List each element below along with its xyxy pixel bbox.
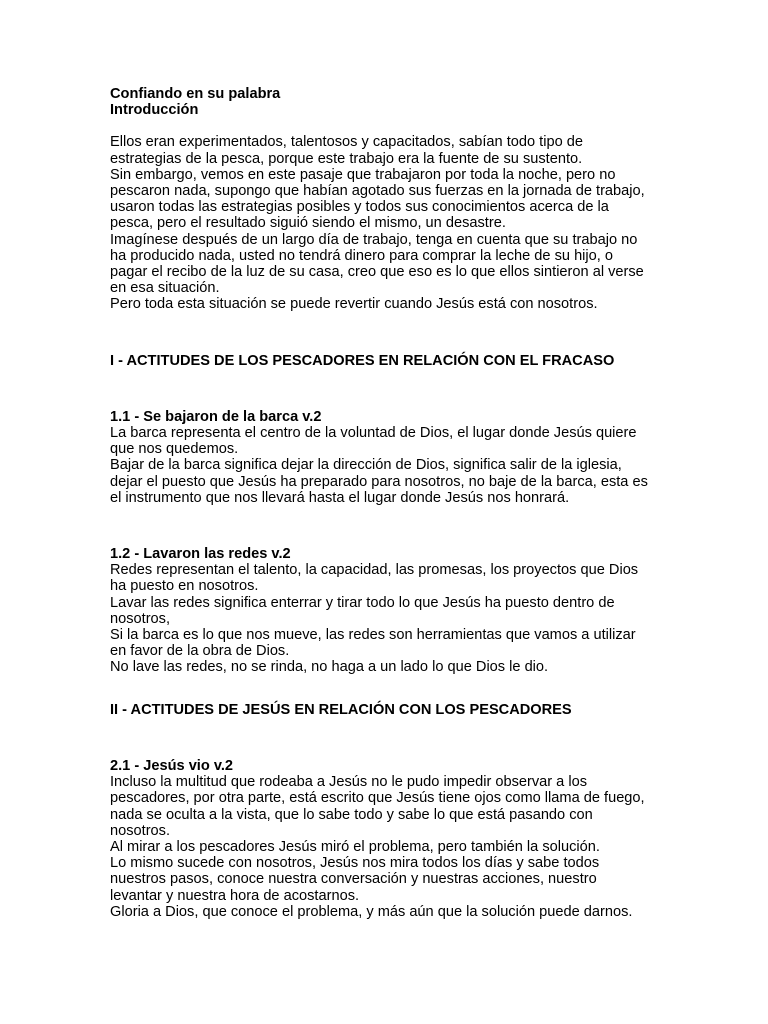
intro-line: Imagínese después de un largo día de trabajo, tenga en cuenta que su trabajo no [110, 231, 638, 248]
section-heading: II - ACTITUDES DE JESÚS EN RELACIÓN CON LOS PESCADORES [110, 701, 572, 718]
spacer [110, 313, 670, 353]
intro-line: pagar el recibo de la luz de su casa, creo que eso es lo que ellos sintieron al verse [110, 264, 644, 281]
spacer [110, 718, 670, 758]
paragraph-line: pescadores, por otra parte, está escrito que Jesús tiene ojos como llama de fuego, [110, 790, 645, 807]
paragraph-line: La barca representa el centro de la voluntad de Dios, el lugar donde Jesús quiere [110, 425, 637, 442]
paragraph-line: nosotros. [110, 822, 171, 839]
paragraph-line: nosotros, [110, 610, 171, 627]
paragraph-line: Lo mismo sucede con nosotros, Jesús nos mira todos los días y sabe todos [110, 855, 600, 872]
spacer [110, 118, 670, 134]
document-title: Confiando en su palabra [110, 86, 281, 102]
spacer [110, 369, 670, 409]
subsection-heading: 2.1 - Jesús vio v.2 [110, 757, 234, 774]
paragraph-line: el instrumento que nos llevará hasta el lugar donde Jesús nos honrará. [110, 489, 570, 506]
intro-line: Sin embargo, vemos en este pasaje que trabajaron por toda la noche, pero no [110, 166, 616, 183]
spacer [110, 676, 670, 702]
paragraph-line: que nos quedemos. [110, 441, 239, 458]
paragraph-line: Si la barca es lo que nos mueve, las redes son herramientas que vamos a utilizar [110, 627, 636, 644]
subsection-heading: 1.2 - Lavaron las redes v.2 [110, 546, 291, 563]
intro-line: estrategias de la pesca, porque este trabajo era la fuente de su sustento. [110, 150, 583, 167]
paragraph-line: levantar y nuestra hora de acostarnos. [110, 887, 360, 904]
paragraph-line: Al mirar a los pescadores Jesús miró el problema, pero también la solución. [110, 838, 600, 855]
paragraph-line: en favor de la obra de Dios. [110, 643, 290, 660]
intro-line: usaron todas las estrategias posibles y todos sus conocimientos acerca de la [110, 199, 609, 216]
paragraph-line: nada se oculta a la vista, que lo sabe todo y sabe lo que está pasando con [110, 806, 593, 823]
intro-line: Pero toda esta situación se puede revertir cuando Jesús está con nosotros. [110, 296, 598, 313]
subsection-heading: 1.1 - Se bajaron de la barca v.2 [110, 408, 322, 425]
paragraph-line: dejar el puesto que Jesús ha preparado para nosotros, no baje de la barca, esta es [110, 473, 648, 490]
paragraph-line: No lave las redes, no se rinda, no haga a un lado lo que Dios le dio. [110, 659, 549, 676]
paragraph-line: Redes representan el talento, la capacidad, las promesas, los proyectos que Dios [110, 562, 639, 579]
intro-line: Ellos eran experimentados, talentosos y capacitados, sabían todo tipo de [110, 134, 583, 151]
section-heading: I - ACTITUDES DE LOS PESCADORES EN RELACIÓN CON EL FRACASO [110, 352, 615, 369]
subsection-paragraph [110, 774, 670, 920]
subsection-paragraph [110, 562, 670, 675]
intro-paragraph [110, 134, 670, 312]
document-page [110, 86, 670, 920]
intro-line: en esa situación. [110, 280, 220, 297]
paragraph-line: Lavar las redes significa enterrar y tirar todo lo que Jesús ha puesto dentro de [110, 594, 615, 611]
intro-line: pescaron nada, supongo que habían agotado sus fuerzas en la jornada de trabajo, [110, 183, 645, 200]
paragraph-line: Bajar de la barca significa dejar la dirección de Dios, significa salir de la iglesia, [110, 457, 622, 474]
paragraph-line: Incluso la multitud que rodeaba a Jesús no le pudo impedir observar a los [110, 774, 588, 791]
subsection-paragraph [110, 425, 670, 506]
intro-heading: Introducción [110, 102, 199, 119]
spacer [110, 506, 670, 546]
paragraph-line: Gloria a Dios, que conoce el problema, y más aún que la solución puede darnos. [110, 903, 633, 920]
paragraph-line: ha puesto en nosotros. [110, 578, 259, 595]
paragraph-line: nuestros pasos, conoce nuestra conversación y nuestras acciones, nuestro [110, 871, 597, 888]
intro-line: pesca, pero el resultado siguió siendo el mismo, un desastre. [110, 215, 506, 232]
intro-line: ha producido nada, usted no tendrá dinero para comprar la leche de su hijo, o [110, 247, 614, 264]
